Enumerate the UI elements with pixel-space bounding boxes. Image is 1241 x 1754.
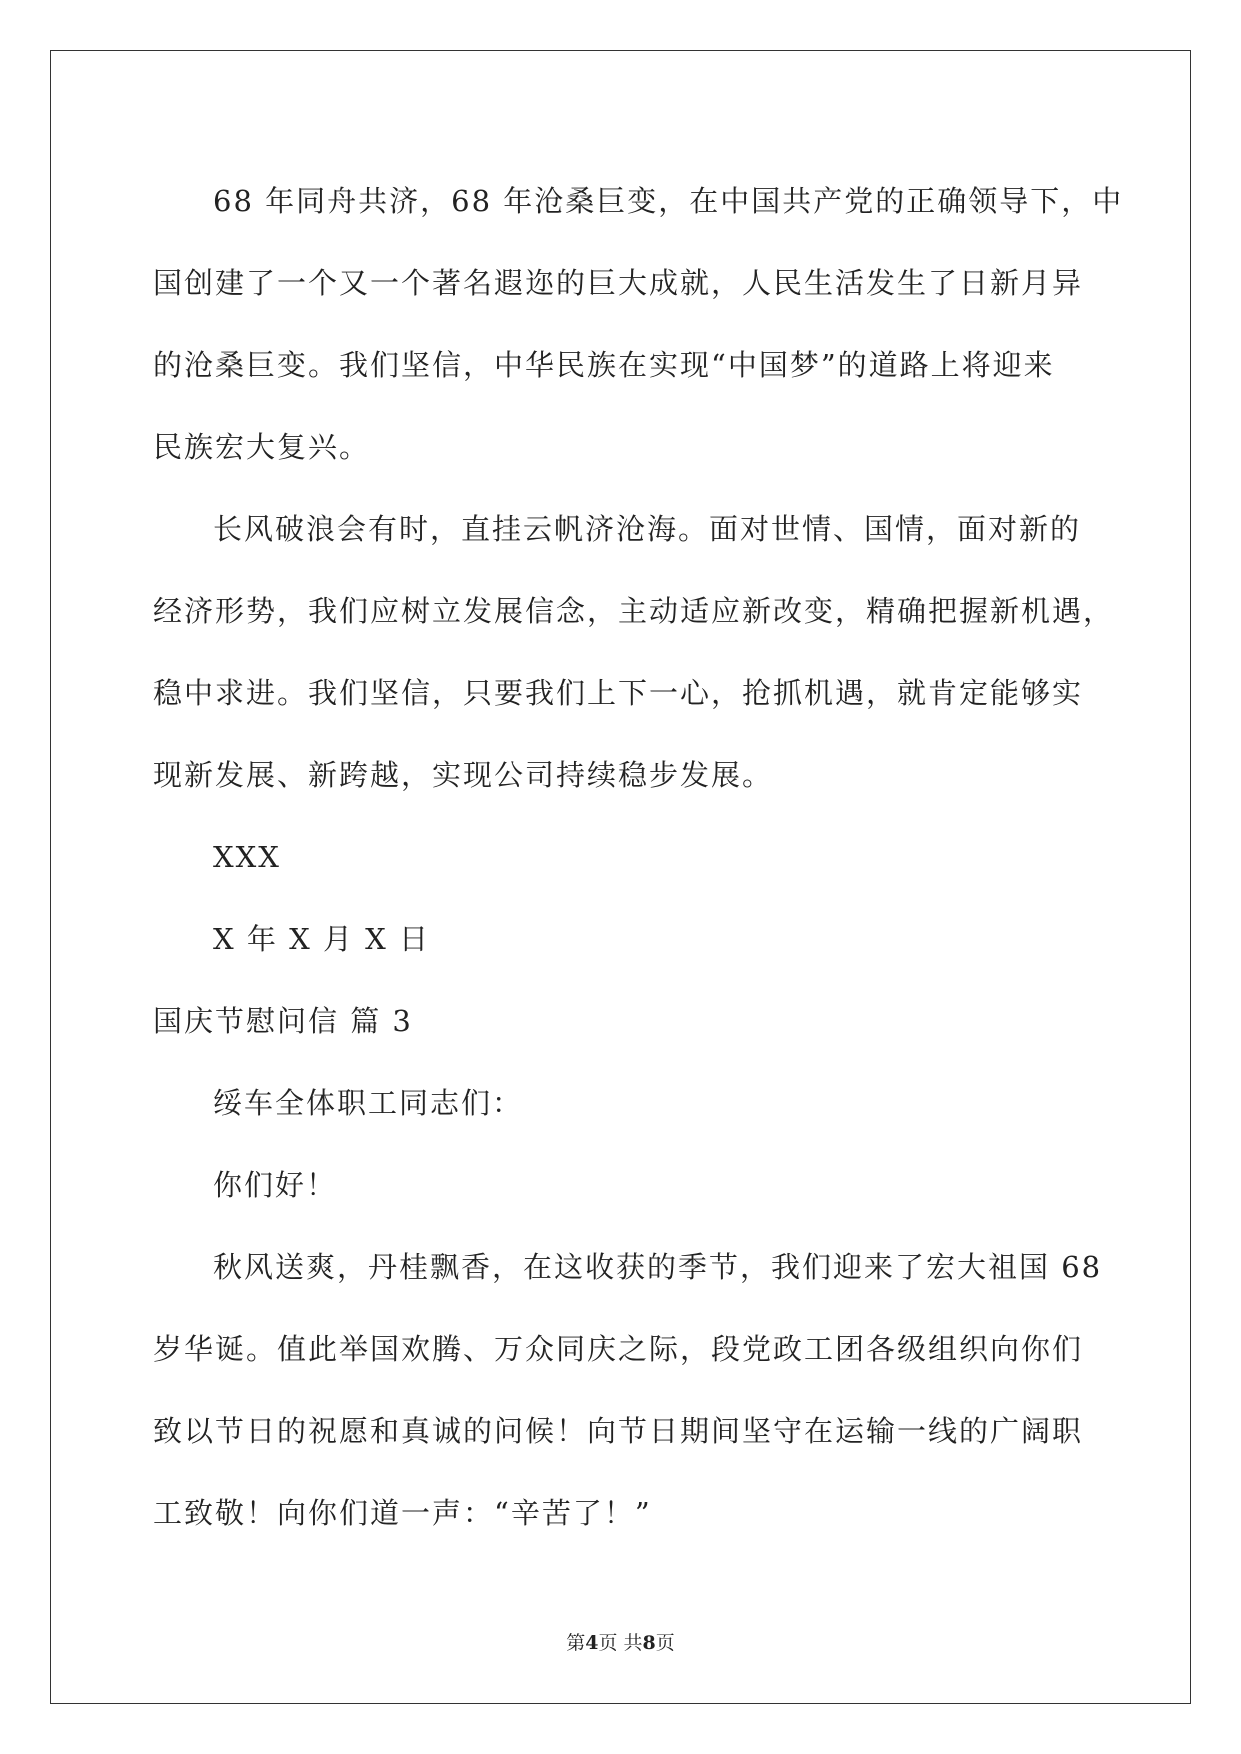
footer-middle: 页 共 xyxy=(598,1632,643,1654)
text-line-16: 致以节日的祝愿和真诚的问候！向节日期间坚守在运输一线的广阔职 xyxy=(153,1414,1084,1448)
text-line-3: 的沧桑巨变。我们坚信，中华民族在实现“中国梦”的道路上将迎来 xyxy=(153,348,1055,382)
footer-suffix: 页 xyxy=(655,1632,675,1654)
document-body xyxy=(153,160,1124,1554)
text-line-14: 秋风送爽，丹桂飘香，在这收获的季节，我们迎来了宏大祖国 68 xyxy=(213,1250,1103,1284)
text-line-15: 岁华诞。值此举国欢腾、万众同庆之际，段党政工团各级组织向你们 xyxy=(153,1332,1084,1366)
text-line-7: 稳中求进。我们坚信，只要我们上下一心，抢抓机遇，就肯定能够实 xyxy=(153,676,1084,710)
footer-prefix: 第 xyxy=(566,1632,586,1654)
page-footer xyxy=(0,1628,1241,1655)
footer-current-page: 4 xyxy=(585,1632,599,1654)
salutation: 绥车全体职工同志们： xyxy=(213,1086,524,1120)
signature-date: X 年 X 月 X 日 xyxy=(213,922,431,956)
footer-total-pages: 8 xyxy=(642,1632,656,1654)
text-line-1: 68 年同舟共济，68 年沧桑巨变，在中国共产党的正确领导下，中 xyxy=(213,184,1124,218)
text-line-5: 长风破浪会有时，直挂云帆济沧海。面对世情、国情，面对新的 xyxy=(213,512,1082,546)
section-heading: 国庆节慰问信 篇 3 xyxy=(153,1004,413,1038)
greeting: 你们好！ xyxy=(213,1168,338,1202)
text-line-2: 国创建了一个又一个著名遐迩的巨大成就，人民生活发生了日新月异 xyxy=(153,266,1084,300)
text-line-8: 现新发展、新跨越，实现公司持续稳步发展。 xyxy=(153,758,774,792)
text-line-6: 经济形势，我们应树立发展信念，主动适应新改变，精确把握新机遇， xyxy=(153,594,1115,628)
signature-name: XXX xyxy=(213,840,281,874)
text-line-4: 民族宏大复兴。 xyxy=(153,430,371,464)
text-line-17: 工致敬！向你们道一声：“辛苦了！” xyxy=(153,1496,652,1530)
